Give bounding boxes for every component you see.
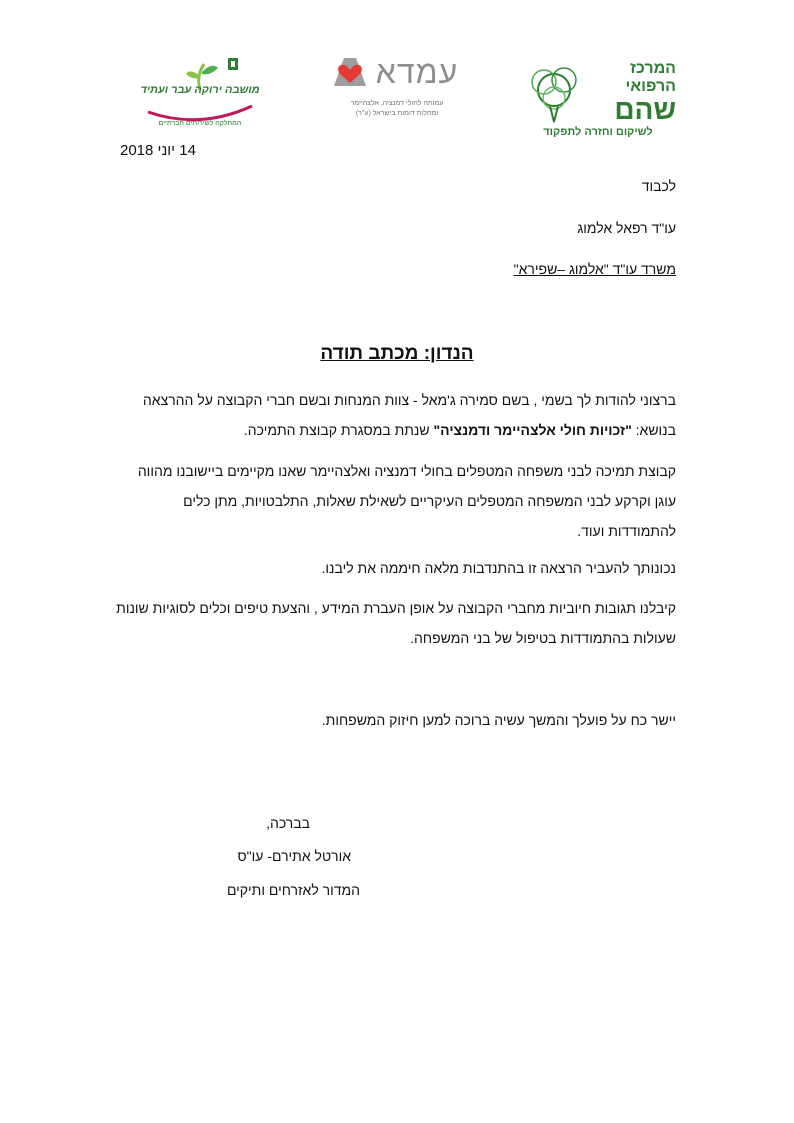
emda-logo-name: עמדא: [375, 54, 459, 90]
green-colony-logo-name: מושבה ירוקה עבר ועתיד: [140, 84, 260, 96]
emda-logo: [330, 50, 464, 130]
body-paragraph-thanks: [116, 385, 676, 445]
body-paragraph-support-group: קבוצת תמיכה לבני משפחה המטפלים בחולי דמנציה ואלצהיימר שאנו מקיימים ביישובנו מהווה עוגן וקרקע לבני המשפחה המטפלים העיקריים לשאילת שאלות, התלבטויות, מתן כלים להתמודדות ועוד.: [137, 463, 676, 539]
emda-subtitle-line2: ומחלות דומות בישראל (ע"ר): [355, 110, 439, 117]
social-services-tagline: המחלקה לשירותים חברתיים: [158, 120, 242, 127]
shoham-social-services-logo: [140, 54, 260, 134]
body-paragraph-feedback: קיבלנו תגובות חיוביות מחברי הקבוצה על אופן העברת המידע , והצעת טיפים וכלים לסוגיות שונות שעולות בהתמודדות בטיפול של בני המשפחה.: [116, 600, 676, 646]
thanks-text-end: שנתת במסגרת קבוצת התמיכה.: [243, 422, 434, 438]
signature-name: אורטל אתירם- עו"ס: [237, 848, 351, 864]
signature-department: המדור לאזרחים ותיקים: [226, 882, 360, 898]
shoham-medical-center-logo: [520, 56, 676, 152]
emda-subtitle-line1: עמותה לחולי דמנציה, אלצהיימר: [350, 100, 444, 107]
body-paragraph-volunteering: נכונותך להעביר הרצאה זו בהתנדבות מלאה חיממה את ליבנו.: [321, 560, 676, 576]
medical-center-name-line2: הרפואי: [625, 78, 676, 95]
medical-center-tagline: לשיקום וחזרה לתפקוד: [543, 126, 653, 138]
thanks-text: ברצוני להודות לך בשמי , בשם סמירה ג'מאל - צוות המנחות ובשם חברי הקבוצה על ההרצאה בנושא:: [142, 392, 676, 438]
medical-center-name-main: שהם: [614, 94, 676, 125]
lecture-title: "זכויות חולי אלצהיימר ודמנציה": [433, 422, 632, 438]
medical-center-name-line1: המרכז: [630, 60, 676, 77]
letter-date: 14 יוני 2018: [120, 142, 196, 159]
body-paragraph-closing: יישר כח על פועלך והמשך עשיה ברוכה למען חיזוק המשפחות.: [321, 712, 676, 728]
recipient-name: עו"ד רפאל אלמוג: [577, 220, 676, 236]
signature-greeting: בברכה,: [266, 815, 310, 831]
letter-subject: הנדון: מכתב תודה: [320, 343, 474, 364]
recipient-honorific: לכבוד: [641, 178, 676, 194]
recipient-office: משרד עו"ד "אלמוג –שפירא": [513, 261, 676, 277]
